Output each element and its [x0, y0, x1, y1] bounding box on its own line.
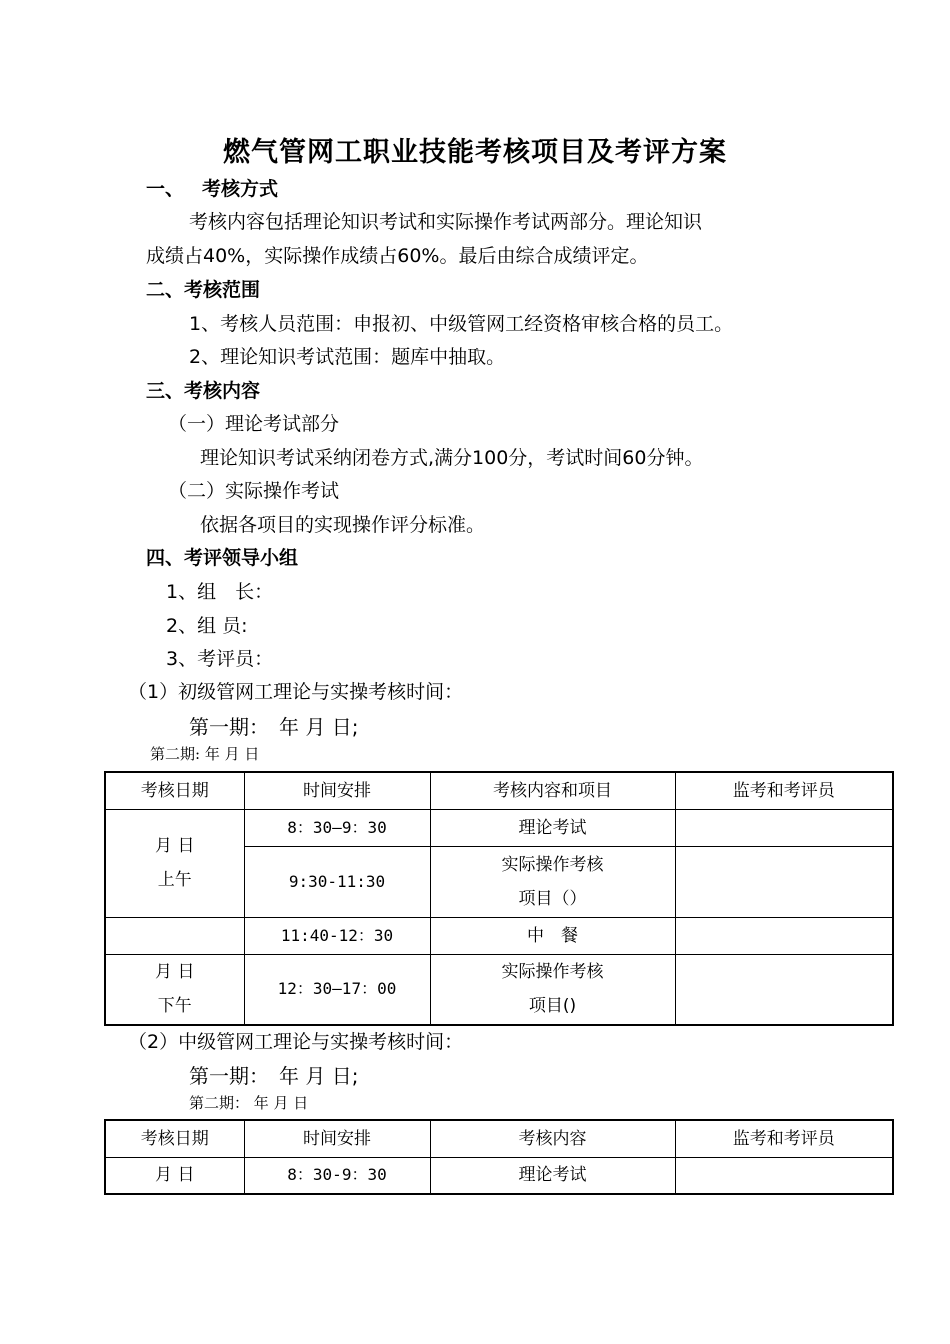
section-3-sub-2-text: 依据各项目的实现操作评分标准。 — [200, 514, 486, 536]
table-1-cell-date-3 — [105, 917, 244, 954]
section-2-item-1: 1、考核人员范围：申报初、中级管网工经资格审核合格的员工。 — [189, 313, 734, 335]
table-1-cell-examiner-3 — [675, 917, 893, 954]
section-4-item-2: 2、组 员: — [166, 615, 248, 637]
table-2-cell-content-1: 理论考试 — [430, 1157, 675, 1194]
schedule-table-2 — [104, 1119, 894, 1195]
section-1-paragraph-line-2: 成绩占40%，实际操作成绩占60%。最后由综合成绩评定。 — [146, 245, 649, 267]
content-4-line-2: 项目() — [528, 996, 577, 1017]
table-1-header-content: 考核内容和项目 — [430, 772, 675, 809]
morning-label: 上午 — [157, 870, 192, 890]
content-2-line-1: 实际操作考核 — [501, 854, 604, 875]
section-1-paragraph-line-1: 考核内容包括理论知识考试和实际操作考试两部分。理论知识 — [189, 211, 703, 233]
section-2-item-2: 2、理论知识考试范围：题库中抽取。 — [189, 346, 506, 368]
table-1-cell-time-2: 9:30-11:30 — [244, 846, 430, 917]
part-2-period-1: 第一期： 年 月 日; — [189, 1064, 359, 1088]
content-2-line-2: 项目（） — [518, 888, 587, 909]
table-1-header-examiner: 监考和考评员 — [675, 772, 893, 809]
table-1-cell-time-3: 11:40-12：30 — [244, 917, 430, 954]
table-1-cell-afternoon-date — [105, 954, 244, 1025]
table-2-cell-time-1: 8：30-9：30 — [244, 1157, 430, 1194]
part-2-period-2: 第二期： 年 月 日 — [189, 1094, 309, 1112]
section-3-sub-1-text: 理论知识考试采纳闭卷方式,满分100分，考试时间60分钟。 — [200, 447, 704, 469]
afternoon-label: 下午 — [157, 996, 192, 1017]
table-2-header-date: 考核日期 — [105, 1120, 244, 1157]
section-4-item-3: 3、考评员： — [166, 648, 274, 670]
part-1-period-1: 第一期： 年 月 日; — [189, 715, 359, 739]
table-1-cell-content-1: 理论考试 — [430, 809, 675, 846]
schedule-table-1 — [104, 771, 894, 1026]
section-4-heading: 四、考评领导小组 — [146, 547, 299, 569]
page-title: 燃气管网工职业技能考核项目及考评方案 — [223, 137, 727, 168]
section-1-heading: 考核方式 — [202, 178, 279, 200]
part-1-heading: （1）初级管网工理论与实操考核时间： — [128, 681, 464, 703]
table-1-cell-content-2 — [430, 846, 675, 917]
table-2-header-content: 考核内容 — [430, 1120, 675, 1157]
table-1-cell-content-3: 中 餐 — [430, 917, 675, 954]
section-4-item-1: 1、组 长： — [166, 581, 274, 603]
table-1-cell-examiner-4 — [675, 954, 893, 1025]
table-2-header-time: 时间安排 — [244, 1120, 430, 1157]
section-3-sub-2: （二）实际操作考试 — [168, 480, 340, 502]
section-2-heading: 二、考核范围 — [146, 279, 261, 301]
content-4-line-1: 实际操作考核 — [501, 962, 604, 983]
part-1-period-2: 第二期: 年 月 日 — [150, 745, 260, 763]
table-1-cell-time-4: 12：30—17：00 — [244, 954, 430, 1025]
table-1-cell-content-4 — [430, 954, 675, 1025]
table-1-cell-time-1: 8：30—9：30 — [244, 809, 430, 846]
part-2-heading: （2）中级管网工理论与实操考核时间： — [128, 1031, 464, 1053]
table-1-cell-examiner-1 — [675, 809, 893, 846]
table-1-header-date: 考核日期 — [105, 772, 244, 809]
table-1-cell-morning-date — [105, 809, 244, 917]
table-2-cell-examiner-1 — [675, 1157, 893, 1194]
table-1-cell-examiner-2 — [675, 846, 893, 917]
table-1-header-time: 时间安排 — [244, 772, 430, 809]
table-2-header-examiner: 监考和考评员 — [675, 1120, 893, 1157]
section-3-sub-1: （一）理论考试部分 — [168, 413, 340, 435]
section-3-heading: 三、考核内容 — [146, 380, 261, 402]
afternoon-date-text: 月 日 — [155, 962, 195, 983]
morning-date-text: 月 日 — [155, 836, 195, 856]
section-1-number: 一、 — [146, 178, 185, 200]
table-2-cell-date-1: 月 日 — [105, 1157, 244, 1194]
